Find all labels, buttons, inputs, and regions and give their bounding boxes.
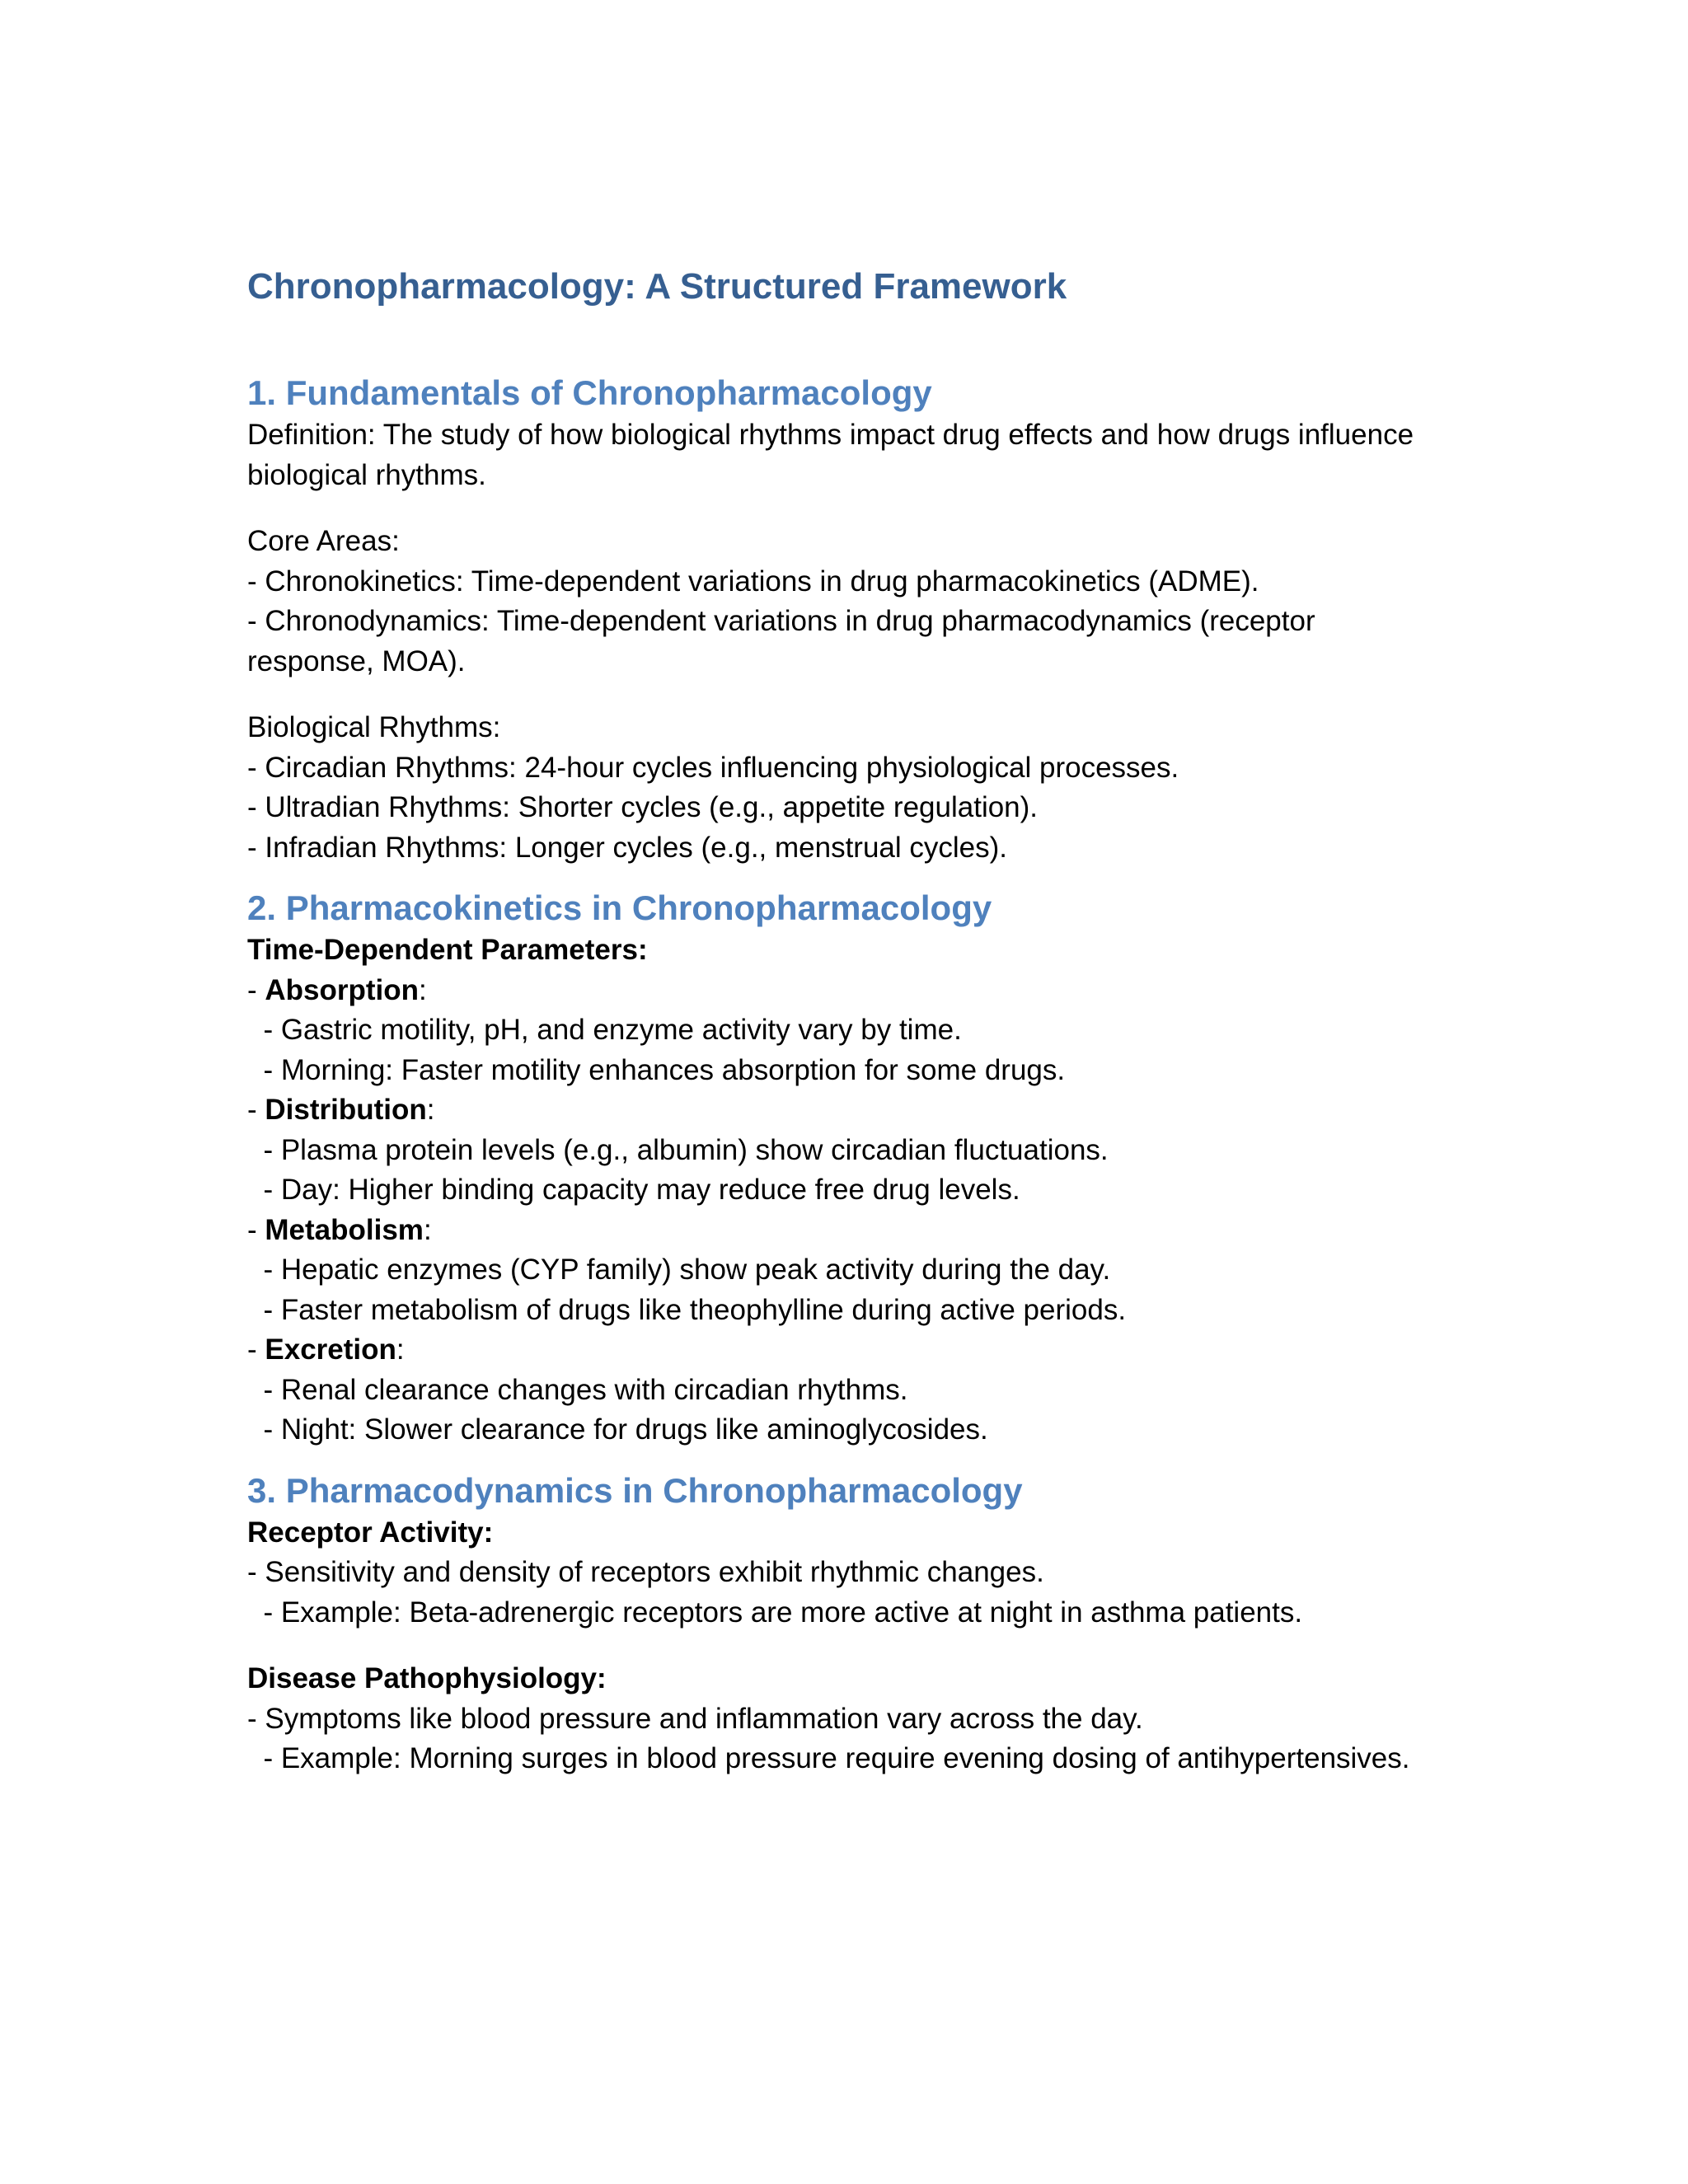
bullet-dash: - xyxy=(247,1213,265,1246)
document-page xyxy=(247,264,1442,1779)
receptor-item: - Sensitivity and density of receptors exhibit rhythmic changes. xyxy=(247,1556,1044,1588)
distribution-detail: - Day: Higher binding capacity may reduce free drug levels. xyxy=(247,1174,1020,1206)
metabolism-detail: - Hepatic enzymes (CYP family) show peak activity during the day. xyxy=(247,1254,1111,1286)
distribution-detail: - Plasma protein levels (e.g., albumin) show circadian fluctuations. xyxy=(247,1133,1109,1166)
core-areas-label: Core Areas: xyxy=(247,525,400,557)
section-2-heading: 2. Pharmacokinetics in Chronopharmacology xyxy=(247,888,992,927)
excretion-detail: - Night: Slower clearance for drugs like aminoglycosides. xyxy=(247,1413,988,1446)
core-area-item: - Chronodynamics: Time-dependent variations in drug pharmacodynamics (receptor response, MOA). xyxy=(247,605,1324,677)
disease-example: - Example: Morning surges in blood pressure require evening dosing of antihypertensives. xyxy=(247,1742,1410,1774)
metabolism-detail: - Faster metabolism of drugs like theophylline during active periods. xyxy=(247,1293,1127,1326)
excretion-item xyxy=(247,1330,1442,1371)
excretion-detail: - Renal clearance changes with circadian rhythms. xyxy=(247,1373,908,1406)
bullet-dash: - xyxy=(247,1333,265,1366)
absorption-detail: - Gastric motility, pH, and enzyme activity vary by time. xyxy=(247,1014,962,1046)
term-colon: : xyxy=(396,1333,405,1366)
receptor-activity-label: Receptor Activity: xyxy=(247,1516,494,1549)
distribution-item xyxy=(247,1090,1442,1131)
disease-pathophysiology-label: Disease Pathophysiology: xyxy=(247,1662,607,1694)
bullet-dash: - xyxy=(247,973,265,1006)
bullet-dash: - xyxy=(247,1094,265,1126)
absorption-item xyxy=(247,971,1442,1011)
section-3-heading: 3. Pharmacodynamics in Chronopharmacology xyxy=(247,1470,1023,1510)
absorption-term: Absorption xyxy=(265,973,420,1006)
term-colon: : xyxy=(423,1213,432,1246)
rhythm-item: - Ultradian Rhythms: Shorter cycles (e.g., appetite regulation). xyxy=(247,791,1039,823)
rhythm-item: - Circadian Rhythms: 24-hour cycles influencing physiological processes. xyxy=(247,751,1179,784)
distribution-term: Distribution xyxy=(265,1094,427,1126)
excretion-term: Excretion xyxy=(265,1333,396,1366)
absorption-detail: - Morning: Faster motility enhances absorption for some drugs. xyxy=(247,1053,1066,1086)
metabolism-term: Metabolism xyxy=(265,1213,424,1246)
definition-text: Definition: The study of how biological rhythms impact drug effects and how drugs influence biological rhythms. xyxy=(247,419,1422,491)
rhythm-item: - Infradian Rhythms: Longer cycles (e.g., menstrual cycles). xyxy=(247,831,1008,864)
core-area-item: - Chronokinetics: Time-dependent variations in drug pharmacokinetics (ADME). xyxy=(247,565,1259,598)
metabolism-item xyxy=(247,1211,1442,1251)
time-dependent-parameters-label: Time-Dependent Parameters: xyxy=(247,934,648,966)
receptor-example: - Example: Beta-adrenergic receptors are more active at night in asthma patients. xyxy=(247,1596,1303,1629)
term-colon: : xyxy=(426,1094,435,1126)
disease-item: - Symptoms like blood pressure and inflammation vary across the day. xyxy=(247,1702,1143,1735)
biological-rhythms-label: Biological Rhythms: xyxy=(247,711,501,743)
term-colon: : xyxy=(419,973,427,1006)
section-1-heading: 1. Fundamentals of Chronopharmacology xyxy=(247,373,932,412)
document-title: Chronopharmacology: A Structured Framework xyxy=(247,266,1067,307)
